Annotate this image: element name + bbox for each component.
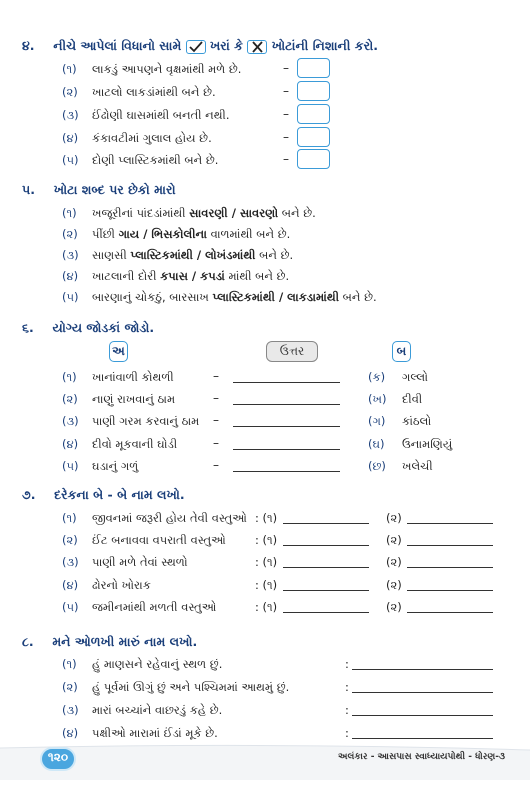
dash-separator: – bbox=[283, 61, 289, 75]
section-8-title bbox=[22, 634, 197, 650]
section-number: ૫. bbox=[22, 182, 35, 197]
blank-label-1: : (૧) bbox=[255, 600, 278, 614]
sentence-part: બને છે. bbox=[278, 206, 316, 220]
sentence-part: ખાટલાની દોરી bbox=[92, 269, 161, 283]
match-left-item bbox=[62, 370, 174, 385]
riddle-text: પક્ષીઓ મારામાં ઈંડાં મૂકે છે. bbox=[92, 726, 218, 740]
sentence-part: વાળમાંથી બને છે. bbox=[206, 227, 291, 241]
section-4-title bbox=[22, 38, 378, 54]
category-row bbox=[62, 600, 216, 615]
sentence-part: ખજૂરીનાં પાંદડાંમાંથી bbox=[92, 206, 190, 220]
statement-text: ઈંઢોણી ઘાસમાંથી બનતી નથી. bbox=[92, 108, 230, 122]
answer-line-2[interactable] bbox=[407, 590, 493, 591]
dash-separator: – bbox=[213, 391, 219, 405]
statement-text: કંકાવટીમાં ગુલાલ હોય છે. bbox=[92, 131, 212, 145]
item-number: (૨) bbox=[62, 85, 78, 99]
answer-line-1[interactable] bbox=[283, 567, 369, 568]
statement-row bbox=[62, 131, 212, 146]
item-number: (૨) bbox=[62, 680, 78, 694]
category-text: ઈંટ બનાવવા વપરાતી વસ્તુઓ bbox=[92, 533, 226, 547]
word-choice[interactable]: સાવરણી / સાવરણો bbox=[189, 206, 279, 220]
item-number: (૨) bbox=[62, 392, 78, 406]
section-8-title-text: મને ઓળખી મારું નામ લખો. bbox=[52, 634, 198, 649]
item-letter: (ક) bbox=[368, 370, 386, 384]
item-number: (૩) bbox=[62, 414, 79, 428]
match-right-text: ખલેચી bbox=[402, 459, 433, 473]
answer-line[interactable] bbox=[352, 715, 493, 716]
section-number: ૪. bbox=[22, 38, 35, 53]
book-title: અલંકાર - આસપાસ સ્વાધ્યાયપોથી - ધોરણ-૩ bbox=[338, 752, 505, 762]
section-7-title-text: દરેકના બે - બે નામ લખો. bbox=[54, 487, 185, 502]
match-left-item bbox=[62, 392, 175, 407]
item-number: (૧) bbox=[62, 657, 77, 671]
sentence-part: પીંછી bbox=[92, 227, 119, 241]
riddle-text: મારાં બચ્ચાંને વાછરડું કહે છે. bbox=[92, 703, 223, 717]
category-text: જીવનમાં જરૂરી હોય તેવી વસ્તુઓ bbox=[92, 511, 247, 525]
colon: : bbox=[345, 657, 349, 671]
match-right-text: ઉનામણિયું bbox=[402, 437, 453, 451]
riddle-row bbox=[62, 680, 289, 695]
answer-line-2[interactable] bbox=[407, 545, 493, 546]
item-number: (૪) bbox=[62, 131, 79, 145]
dash-separator: – bbox=[283, 107, 289, 121]
blank-label-1: : (૧) bbox=[255, 578, 278, 592]
category-row bbox=[62, 533, 226, 548]
statement-row bbox=[62, 85, 216, 100]
match-right-item bbox=[368, 414, 431, 429]
match-right-text: ગલ્લો bbox=[402, 370, 428, 384]
category-text: ઢોરનો ખોરાક bbox=[92, 578, 151, 592]
answer-line[interactable] bbox=[233, 449, 340, 450]
item-number: (૩) bbox=[62, 703, 79, 717]
sentence-part: બારણાનું ચોકઠું, બારસાખ bbox=[92, 290, 213, 304]
answer-line-1[interactable] bbox=[283, 545, 369, 546]
item-number: (૨) bbox=[62, 227, 78, 241]
blank-label-2: (૨) bbox=[386, 533, 402, 547]
riddle-row bbox=[62, 703, 222, 718]
word-choice[interactable]: પ્લાસ્ટિકમાંથી / લાકડામાંથી bbox=[212, 290, 339, 304]
section-number: ૭. bbox=[22, 487, 36, 502]
section-number: ૮. bbox=[22, 634, 34, 649]
word-choice[interactable]: કપાસ / કપડાં bbox=[160, 269, 225, 283]
category-row bbox=[62, 578, 151, 593]
statement-row bbox=[62, 62, 241, 77]
statement-text: ખાટલો લાકડાંમાંથી બને છે. bbox=[92, 85, 216, 99]
statement-row bbox=[62, 153, 218, 168]
answer-line-2[interactable] bbox=[407, 567, 493, 568]
match-left-item bbox=[62, 459, 138, 474]
riddle-row bbox=[62, 657, 222, 672]
section-6-title bbox=[22, 320, 154, 336]
item-number: (૫) bbox=[62, 459, 79, 473]
item-number: (૧) bbox=[62, 206, 77, 220]
match-left-text: પાણી ગરમ કરવાનું ઠામ bbox=[92, 414, 200, 428]
section-7-title bbox=[22, 487, 185, 503]
blank-label-1: : (૧) bbox=[255, 533, 278, 547]
answer-line[interactable] bbox=[352, 669, 493, 670]
sentence-row bbox=[62, 290, 377, 305]
dash-separator: – bbox=[283, 152, 289, 166]
answer-line-2[interactable] bbox=[407, 523, 493, 524]
dash-separator: – bbox=[213, 436, 219, 450]
riddle-row bbox=[62, 726, 218, 741]
answer-box[interactable] bbox=[297, 104, 330, 124]
column-a-label: અ bbox=[109, 341, 128, 362]
item-number: (૪) bbox=[62, 578, 79, 592]
item-number: (૫) bbox=[62, 600, 79, 614]
riddle-text: હું માણસને રહેવાનું સ્થળ છું. bbox=[92, 657, 223, 671]
category-row bbox=[62, 555, 188, 570]
category-text: પાણી મળે તેવાં સ્થળો bbox=[92, 555, 188, 569]
answer-line-1[interactable] bbox=[283, 612, 369, 613]
answer-line[interactable] bbox=[233, 404, 340, 405]
statement-text: દોણી પ્લાસ્ટિકમાંથી બને છે. bbox=[92, 153, 219, 167]
match-right-text: દીવી bbox=[402, 392, 423, 406]
section-5-title-text: ખોટા શબ્દ પર છેકો મારો bbox=[53, 182, 176, 197]
answer-line-1[interactable] bbox=[283, 590, 369, 591]
section-number: ૬. bbox=[22, 320, 34, 335]
statement-row bbox=[62, 108, 230, 123]
category-text: જમીનમાંથી મળતી વસ્તુઓ bbox=[92, 600, 217, 614]
match-left-text: નાણું રાખવાનું ઠામ bbox=[92, 392, 176, 406]
item-number: (૩) bbox=[62, 108, 79, 122]
statement-text: લાકડું આપણને વૃક્ષમાંથી મળે છે. bbox=[92, 62, 242, 76]
item-number: (૨) bbox=[62, 533, 78, 547]
word-choice[interactable]: ગાય / ભિસકોલીના bbox=[118, 227, 207, 241]
match-right-item bbox=[368, 392, 422, 407]
match-left-item bbox=[62, 437, 177, 452]
answer-column-label: ઉત્તર bbox=[266, 341, 318, 362]
word-choice[interactable]: પ્લાસ્ટિકમાંથી / લોખંડમાંથી bbox=[130, 248, 256, 262]
section-6-title-text: યોગ્ય જોડકાં જોડો. bbox=[52, 320, 155, 335]
blank-label-1: : (૧) bbox=[255, 555, 278, 569]
match-left-text: ઘડાનું ગળું bbox=[92, 459, 139, 473]
item-letter: (ગ) bbox=[368, 414, 386, 428]
column-b-label: બ bbox=[392, 341, 411, 362]
item-letter: (છ) bbox=[368, 459, 386, 473]
category-row bbox=[62, 511, 247, 526]
item-number: (૩) bbox=[62, 555, 79, 569]
answer-box[interactable] bbox=[297, 81, 330, 101]
answer-box[interactable] bbox=[297, 127, 330, 147]
sentence-part: સાણસી bbox=[92, 248, 131, 262]
colon: : bbox=[345, 726, 349, 740]
item-number: (૧) bbox=[62, 511, 77, 525]
blank-label-2: (૨) bbox=[386, 578, 402, 592]
answer-line[interactable] bbox=[233, 382, 340, 383]
match-left-text: દીવો મૂકવાની ઘોડી bbox=[92, 437, 178, 451]
dash-separator: – bbox=[213, 369, 219, 383]
item-number: (૧) bbox=[62, 370, 77, 384]
item-number: (૪) bbox=[62, 269, 79, 283]
item-number: (૧) bbox=[62, 62, 77, 76]
section-4-title-post: ખોટાંની નિશાની કરો. bbox=[271, 38, 378, 53]
colon: : bbox=[345, 703, 349, 717]
cross-mark-icon bbox=[247, 40, 267, 54]
answer-line[interactable] bbox=[352, 692, 493, 693]
item-number: (૪) bbox=[62, 437, 79, 451]
page-number: ૧૨૦ bbox=[47, 750, 69, 764]
colon: : bbox=[345, 680, 349, 694]
section-5-title bbox=[22, 182, 176, 198]
sentence-part: બને છે. bbox=[255, 248, 294, 262]
dash-separator: – bbox=[213, 458, 219, 472]
item-letter: (ખ) bbox=[368, 392, 387, 406]
sentence-row bbox=[62, 227, 290, 242]
match-left-item bbox=[62, 414, 199, 429]
item-letter: (ઘ) bbox=[368, 437, 385, 451]
item-number: (૩) bbox=[62, 248, 79, 262]
dash-separator: – bbox=[213, 413, 219, 427]
sentence-part: માંથી બને છે. bbox=[224, 269, 290, 283]
answer-line[interactable] bbox=[352, 738, 493, 739]
blank-label-2: (૨) bbox=[386, 600, 402, 614]
item-number: (૪) bbox=[62, 726, 79, 740]
item-number: (૫) bbox=[62, 153, 79, 167]
check-mark-icon bbox=[186, 40, 206, 54]
answer-line-2[interactable] bbox=[407, 612, 493, 613]
sentence-row bbox=[62, 206, 316, 221]
match-left-text: ખાનાંવાળી કોથળી bbox=[92, 370, 174, 384]
blank-label-2: (૨) bbox=[386, 511, 402, 525]
riddle-text: હું પૂર્વમાં ઊગું છું અને પશ્ચિમમાં આથમું છું. bbox=[92, 680, 290, 694]
match-right-item bbox=[368, 437, 452, 452]
sentence-row bbox=[62, 269, 289, 284]
match-right-text: કાંઠલો bbox=[402, 414, 432, 428]
answer-line-1[interactable] bbox=[283, 523, 369, 524]
dash-separator: – bbox=[283, 84, 289, 98]
blank-label-2: (૨) bbox=[386, 555, 402, 569]
sentence-part: બને છે. bbox=[339, 290, 377, 304]
answer-box[interactable] bbox=[297, 58, 330, 78]
dash-separator: – bbox=[283, 130, 289, 144]
answer-box[interactable] bbox=[297, 149, 330, 169]
blank-label-1: : (૧) bbox=[255, 511, 278, 525]
match-right-item bbox=[368, 370, 428, 385]
section-4-title-pre: નીચે આપેલાં વિધાનો સામે bbox=[53, 38, 182, 53]
answer-line[interactable] bbox=[233, 426, 340, 427]
match-right-item bbox=[368, 459, 433, 474]
answer-line[interactable] bbox=[233, 471, 340, 472]
sentence-row bbox=[62, 248, 293, 263]
section-4-title-mid: ખરાં કે bbox=[210, 38, 244, 53]
item-number: (૫) bbox=[62, 290, 79, 304]
